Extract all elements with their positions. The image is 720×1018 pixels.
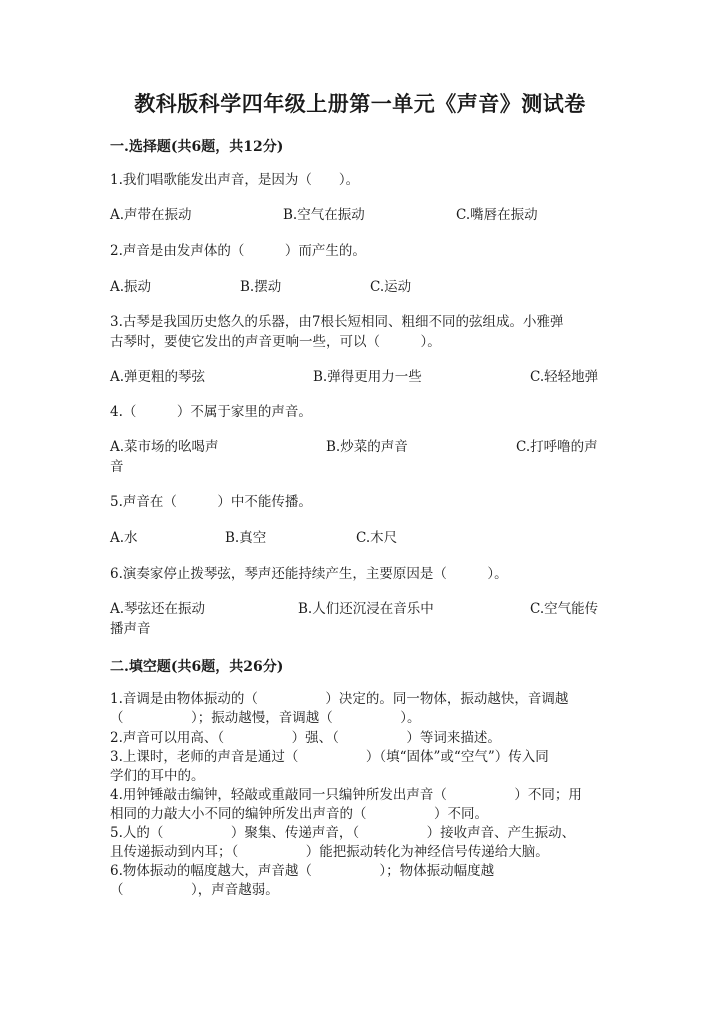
option-b: B.真空 [225, 530, 267, 546]
fill-line: 6.物体振动的幅度越大，声音越（ ）；物体振动幅度越 [110, 863, 495, 879]
option-a: A.菜市场的吆喝声 [110, 439, 219, 455]
fill-line: 且传递振动到内耳；（ ）能把振动转化为神经信号传递给大脑。 [110, 844, 549, 860]
question-stem: 3.古琴是我国历史悠久的乐器，由7根长短相同、粗细不同的弦组成。小雅弹 [110, 314, 564, 330]
fill-line: 4.用钟锤敲击编钟，轻敲或重敲同一只编钟所发出声音（ ）不同；用 [110, 787, 582, 803]
option-a: A.振动 [110, 279, 152, 295]
fill-line: （ ），声音越弱。 [110, 882, 279, 898]
option-c: C.空气能传播声音 [110, 601, 599, 637]
question-stem: 1.我们唱歌能发出声音，是因为（ ）。 [110, 172, 360, 188]
fill-line: 2.声音可以用高、（ ）强、（ ）等词来描述。 [110, 730, 501, 746]
option-a: A.声带在振动 [110, 207, 192, 223]
option-b: B.空气在振动 [283, 207, 365, 223]
option-b: B.摆动 [240, 279, 282, 295]
page-title: 教科版科学四年级上册第一单元《声音》测试卷 [134, 91, 586, 116]
fill-line: 3.上课时，老师的声音是通过（ ）（填“固体”或“空气”）传入同 [110, 749, 549, 765]
option-c: C.轻轻地弹 [530, 369, 599, 385]
option-a: A.弹更粗的琴弦 [110, 369, 206, 385]
option-b: B.人们还沉浸在音乐中 [298, 601, 434, 617]
fill-line: 相同的力敲大小不同的编钟所发出声音的（ ）不同。 [110, 806, 488, 822]
question-stem-continued: 古琴时，要使它发出的声音更响一些，可以（ ）。 [110, 334, 441, 350]
fill-line: 1.音调是由物体振动的（ ）决定的。同一物体，振动越快，音调越 [110, 691, 569, 707]
question-stem: 6.演奏家停止拨琴弦，琴声还能持续产生，主要原因是（ ）。 [110, 566, 508, 582]
section-heading-fill: 二.填空题(共6题，共26分) [110, 659, 284, 675]
question-stem: 2.声音是由发声体的（ ）而产生的。 [110, 243, 366, 259]
option-b: B.弹得更用力一些 [313, 369, 422, 385]
question-stem: 4.（ ）不属于家里的声音。 [110, 404, 312, 420]
fill-line: 5.人的（ ）聚集、传递声音，（ ）接收声音、产生振动、 [110, 825, 576, 841]
section-heading-choice: 一.选择题(共6题，共12分) [110, 139, 284, 155]
fill-line: （ ）；振动越慢，音调越（ ）。 [110, 710, 421, 726]
question-stem: 5.声音在（ ）中不能传播。 [110, 494, 312, 510]
fill-line: 学们的耳中的。 [110, 768, 205, 784]
option-b: B.炒菜的声音 [326, 439, 408, 455]
option-c: C.嘴唇在振动 [456, 207, 538, 223]
option-c: C.木尺 [356, 530, 398, 546]
option-a: A.水 [110, 530, 138, 546]
option-a: A.琴弦还在振动 [110, 601, 206, 617]
option-c: C.打呼噜的声音 [110, 439, 598, 475]
option-c: C.运动 [370, 279, 412, 295]
